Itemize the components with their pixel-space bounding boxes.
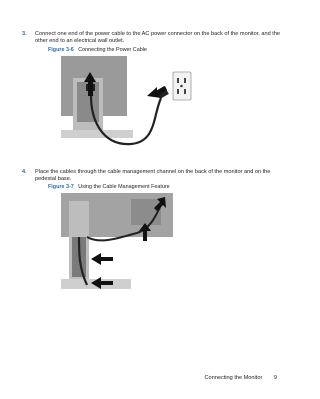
step-number: 3. — [22, 31, 27, 37]
step-4 — [22, 169, 285, 183]
figure-label: Figure 3-7 — [48, 184, 74, 190]
figure-3-7-caption — [48, 184, 170, 191]
figure-3-6-caption — [48, 47, 147, 54]
figure-caption-text: Using the Cable Management Feature — [78, 184, 170, 190]
figure-3-7-cable-management-illustration — [61, 193, 173, 293]
figure-caption-text: Connecting the Power Cable — [78, 47, 147, 53]
step-text: Connect one end of the power cable to the AC power connector on the back of the monitor, and the other end to an electrical wall outlet. — [35, 31, 281, 44]
step-text: Place the cables through the cable management channel on the back of the monitor and on the pedestal base. — [35, 169, 271, 182]
page-number: 9 — [273, 375, 277, 381]
step-3 — [22, 31, 285, 45]
step-number: 4. — [22, 169, 27, 175]
arrow-left-icon — [91, 253, 113, 265]
page-footer — [204, 375, 277, 382]
pedestal-base — [61, 130, 133, 138]
footer-section-title: Connecting the Monitor — [204, 375, 263, 381]
figure-3-6-power-cable-illustration — [61, 56, 201, 151]
figure-label: Figure 3-6 — [48, 47, 74, 53]
